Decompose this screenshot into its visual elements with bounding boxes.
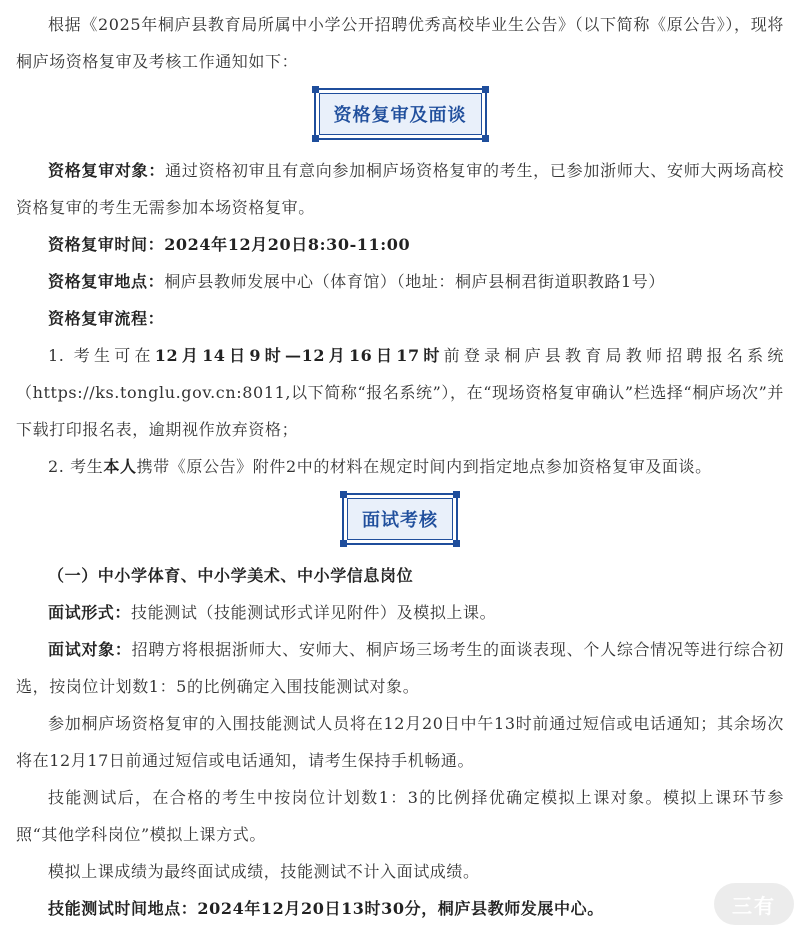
section-title: 资格复审及面谈 (319, 93, 482, 135)
review-place-text: 桐庐县教师发展中心（体育馆）（地址：桐庐县桐君街道职教路1号） (164, 272, 665, 291)
section-title: 面试考核 (347, 498, 453, 540)
interview-form-paragraph (16, 594, 784, 631)
review-object-label: 资格复审对象： (48, 161, 166, 180)
step1-prefix: 1. 考生可在 (48, 346, 155, 365)
notification-paragraph: 参加桐庐场资格复审的入围技能测试人员将在12月20日中午13时前通过短信或电话通知；其余场次将在12月17日前通过短信或电话通知，请考生保持手机畅通。 (16, 714, 784, 770)
mock-lesson-paragraph: 技能测试后，在合格的考生中按岗位计划数1：3的比例择优确定模拟上课对象。模拟上课环节参照“其他学科岗位”模拟上课方式。 (16, 788, 784, 844)
step1-text: 前登录桐庐县教育局教师招聘报名系统（https://ks.tonglu.gov.cn:8011,以下简称“报名系统”），在“现场资格复审确认”栏选择“桐庐场次”并下载打印报名表，逾期视作放弃资格； (16, 346, 784, 439)
skill-test-label: 技能测试时间地点： (48, 899, 198, 918)
review-process-label: 资格复审流程： (48, 309, 165, 328)
step2-prefix: 2. 考生 (48, 457, 104, 476)
review-object-text: 通过资格初审且有意向参加桐庐场资格复审的考生，已参加浙师大、安师大两场高校资格复审的考生无需参加本场资格复审。 (16, 161, 785, 217)
heading-frame (314, 88, 487, 140)
review-time-paragraph (16, 226, 784, 263)
interview-object-paragraph (16, 631, 784, 705)
review-time-label: 资格复审时间： (48, 235, 165, 254)
review-process-paragraph (16, 300, 784, 337)
process-step-1 (16, 337, 784, 448)
watermark-logo: 三有 (714, 883, 794, 925)
review-place-paragraph (16, 263, 784, 300)
interview-form-text: 技能测试（技能测试形式详见附件）及模拟上课。 (131, 603, 497, 622)
intro-paragraph: 根据《2025年桐庐县教育局所属中小学公开招聘优秀高校毕业生公告》（以下简称《原公告》），现将桐庐场资格复审及考核工作通知如下： (16, 15, 784, 71)
heading-frame (342, 493, 458, 545)
skill-test-value: 2024年12月20日13时30分，桐庐县教师发展中心。 (197, 899, 604, 918)
process-step-2 (16, 448, 784, 485)
review-place-label: 资格复审地点： (48, 272, 165, 291)
interview-object-text: 招聘方将根据浙师大、安师大、桐庐场三场考生的面谈表现、个人综合情况等进行综合初选，按岗位计划数1：5的比例确定入围技能测试对象。 (16, 640, 784, 696)
section-heading-qualification (16, 88, 784, 140)
step2-emphasis: 本人 (103, 457, 137, 476)
step1-deadline: 12月14日9时—12月16日17时 (154, 346, 444, 365)
score-paragraph: 模拟上课成绩为最终面试成绩，技能测试不计入面试成绩。 (48, 862, 480, 881)
subsection-heading: （一）中小学体育、中小学美术、中小学信息岗位 (48, 566, 414, 585)
section-heading-interview (16, 493, 784, 545)
step2-text: 携带《原公告》附件2中的材料在规定时间内到指定地点参加资格复审及面谈。 (136, 457, 712, 476)
interview-object-label: 面试对象： (48, 640, 132, 659)
interview-form-label: 面试形式： (48, 603, 132, 622)
skill-test-time-place (16, 890, 784, 927)
review-object-paragraph (16, 152, 784, 226)
review-time-value: 2024年12月20日8:30-11:00 (164, 235, 411, 254)
